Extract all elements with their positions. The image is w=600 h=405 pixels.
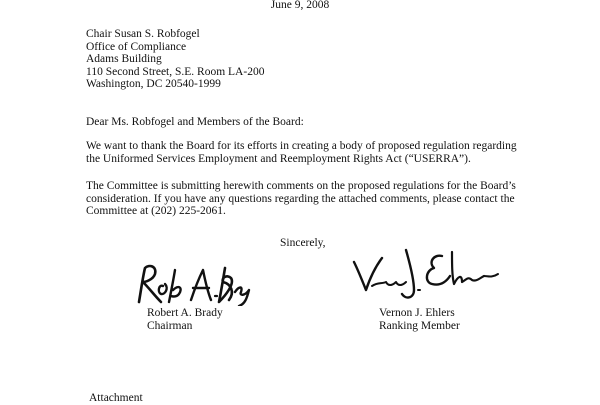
paragraph-line: The Committee is submitting herewith comments on the proposed regulations for the Board’s (86, 180, 516, 192)
closing: Sincerely, (280, 237, 326, 249)
body-paragraph-2 (86, 180, 516, 218)
recipient-address (86, 28, 264, 91)
recipient-line: 110 Second Street, S.E. Room LA-200 (86, 65, 265, 78)
attachment-label: Attachment (89, 392, 143, 404)
signatory-title-1: Chairman (147, 320, 193, 332)
paragraph-line: We want to thank the Board for its efforts in creating a body of proposed regulation regarding (86, 140, 517, 152)
paragraph-line: consideration. If you have any questions regarding the attached comments, please contact the (86, 192, 515, 205)
paragraph-line: the Uniformed Services Employment and Reemployment Rights Act (“USERRA”). (86, 152, 471, 165)
signatory-name-2: Vernon J. Ehlers (379, 307, 455, 319)
signatory-title-2: Ranking Member (379, 320, 460, 332)
signatory-name-1: Robert A. Brady (147, 307, 223, 319)
letter-date: June 9, 2008 (270, 0, 330, 11)
recipient-line: Washington, DC 20540-1999 (86, 78, 221, 90)
body-paragraph-1 (86, 140, 517, 165)
signature-vernon-ehlers (352, 246, 502, 302)
paragraph-line: Committee at (202) 225-2061. (86, 205, 226, 217)
salutation: Dear Ms. Robfogel and Members of the Board: (86, 116, 304, 128)
recipient-line: Adams Building (86, 53, 162, 65)
signature-robert-brady (131, 262, 261, 306)
recipient-line: Chair Susan S. Robfogel (86, 28, 200, 40)
recipient-line: Office of Compliance (86, 40, 187, 53)
